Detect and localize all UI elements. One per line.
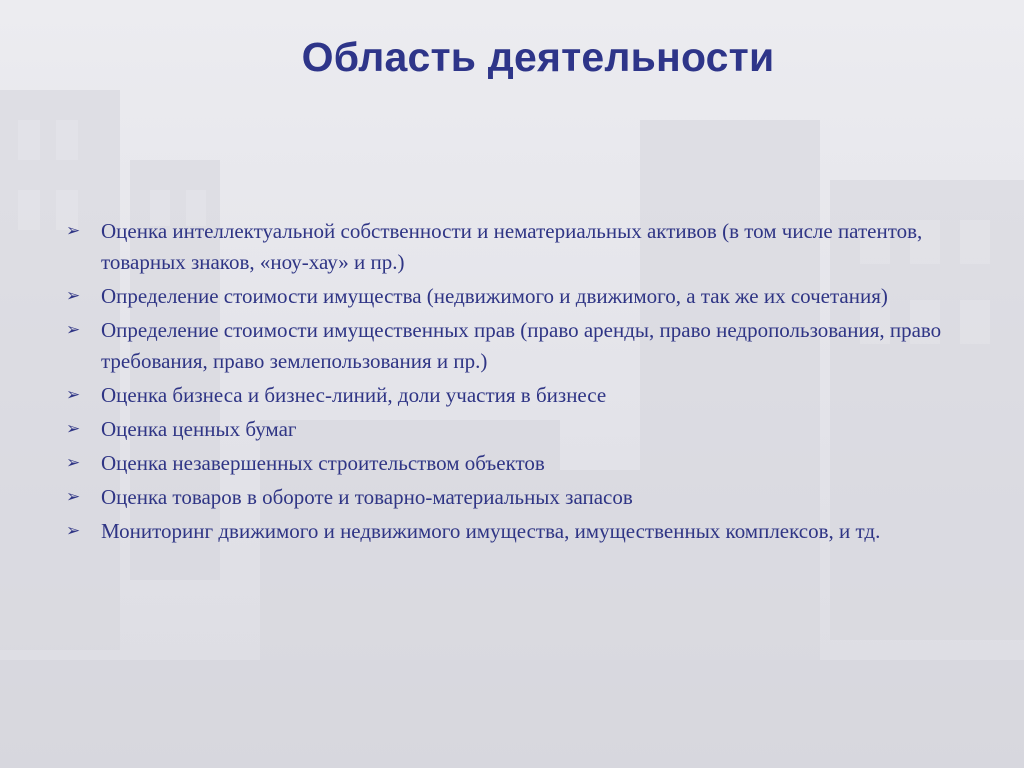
bullet-text: Оценка товаров в обороте и товарно-материальных запасов [101,485,633,509]
arrowhead-bullet-icon: ➢ [66,320,81,340]
bullet-text: Оценка незавершенных строительством объектов [101,451,545,475]
slide-title: Область деятельности [301,34,775,80]
arrowhead-bullet-icon: ➢ [66,487,81,507]
bullet-list [64,216,984,550]
bullet-text: Оценка бизнеса и бизнес-линий, доли участия в бизнесе [101,383,607,407]
arrowhead-bullet-icon: ➢ [66,221,81,241]
arrowhead-bullet-icon: ➢ [66,419,81,439]
bullet-text: Оценка интеллектуальной собственности и нематериальных активов (в том числе патентов, товарных знаков, «ноу-хау» и пр.) [101,219,923,274]
list-item [64,482,984,513]
arrowhead-bullet-icon: ➢ [66,286,81,306]
arrowhead-bullet-icon: ➢ [66,453,81,473]
bullet-text: Оценка ценных бумаг [101,417,297,441]
arrowhead-bullet-icon: ➢ [66,521,81,541]
bullet-text: Определение стоимости имущества (недвижимого и движимого, а так же их сочетания) [101,284,888,308]
bullet-text: Мониторинг движимого и недвижимого имущества, имущественных комплексов, и тд. [101,519,881,543]
list-item [64,315,984,377]
arrowhead-bullet-icon: ➢ [66,385,81,405]
list-item [64,216,984,278]
list-item [64,380,984,411]
list-item [64,414,984,445]
list-item [64,448,984,479]
list-item [64,281,984,312]
bullet-text: Определение стоимости имущественных прав (право аренды, право недропользования, право требования, право землепользования и пр.) [101,318,942,373]
list-item [64,516,984,547]
